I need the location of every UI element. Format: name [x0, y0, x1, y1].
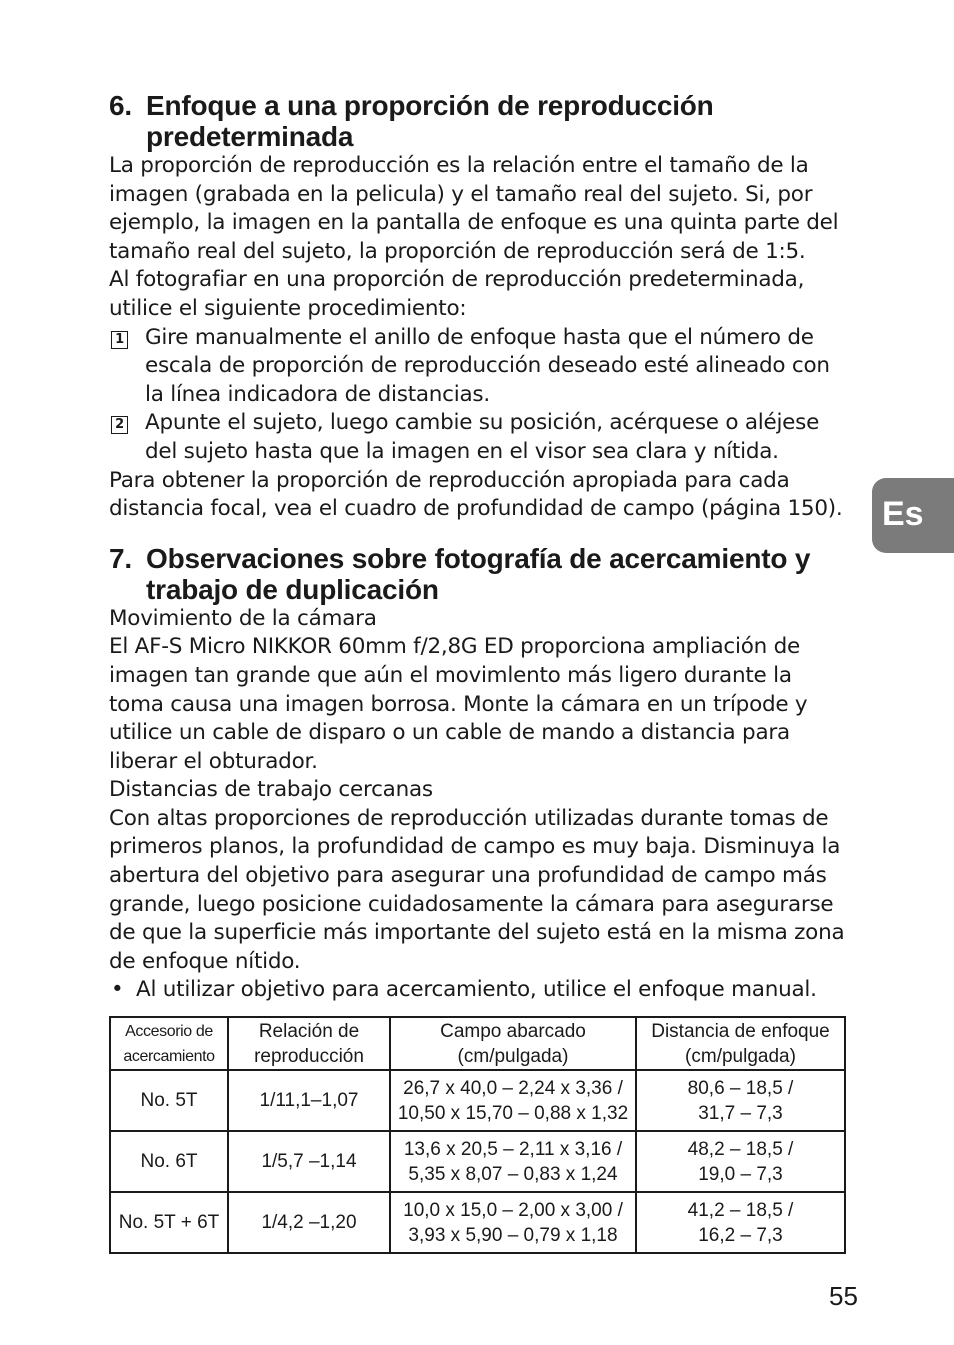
- page-number: 55: [829, 1281, 858, 1311]
- table-row: [110, 1070, 845, 1131]
- table-cell: 1/5,7 –1,14: [228, 1131, 390, 1192]
- step-list: [109, 324, 849, 467]
- table-cell: No. 5T: [110, 1070, 228, 1131]
- section-7-number: 7.: [109, 542, 132, 574]
- section-7-title: Observaciones sobre fotografía de acercamiento y trabajo de duplicación: [146, 542, 811, 605]
- step-number-box: 2: [111, 416, 128, 434]
- bullet-icon: •: [111, 977, 124, 1003]
- table-header-row: [110, 1017, 845, 1070]
- table-cell: No. 6T: [110, 1131, 228, 1192]
- section-6-lead: Al fotografiar en una proporción de reproducción predeterminada, utilice el siguiente procedimiento:: [109, 267, 805, 321]
- table-header-cell: Relación de reproducción: [228, 1017, 390, 1070]
- step-text: Gire manualmente el anillo de enfoque hasta que el número de escala de proporción de reproducción deseado esté alineado con la línea indicadora de distancias.: [145, 324, 830, 407]
- section-6-intro: La proporción de reproducción es la relación entre el tamaño de la imagen (grabada en la pelicula) y el tamaño real del sujeto. Si, por ejemplo, la imagen en la pantalla de enfoque es una quinta parte del tamaño real del sujeto, la proporción de reproducción será de 1:5.: [109, 153, 839, 264]
- table-cell: 80,6 – 18,5 / 31,7 – 7,3: [636, 1070, 845, 1131]
- camera-movement-text: El AF-S Micro NIKKOR 60mm f/2,8G ED proporciona ampliación de imagen tan grande que aún el movimlento más ligero durante la toma causa una imagen borrosa. Monte la cámara en un trípode y utilice un cable de disparo o un cable de mando a distancia para liberar el obturador.: [109, 634, 808, 774]
- subheading-camera-movement: Movimiento de la cámara: [109, 605, 377, 631]
- table-cell: 1/4,2 –1,20: [228, 1192, 390, 1253]
- table-cell: 41,2 – 18,5 / 16,2 – 7,3: [636, 1192, 845, 1253]
- section-6-heading: [109, 90, 849, 152]
- table-header-cell: Distancia de enfoque (cm/pulgada): [636, 1017, 845, 1070]
- language-tab-label: Es: [882, 495, 924, 533]
- table-cell: 48,2 – 18,5 / 19,0 – 7,3: [636, 1131, 845, 1192]
- bullet-text: Al utilizar objetivo para acercamiento, utilice el enfoque manual.: [136, 977, 817, 1003]
- step-number-box: 1: [111, 331, 128, 349]
- section-6-note: Para obtener la proporción de reproducción apropiada para cada distancia focal, vea el cuadro de profundidad de campo (página 150).: [109, 467, 843, 522]
- table-cell: No. 5T + 6T: [110, 1192, 228, 1253]
- table-header-cell: Accesorio de acercamiento: [110, 1017, 228, 1070]
- page-content: [109, 90, 849, 1005]
- language-tab: [872, 478, 954, 553]
- table-cell: 1/11,1–1,07: [228, 1070, 390, 1131]
- step-item: [109, 324, 849, 410]
- working-distance-text: Con altas proporciones de reproducción utilizadas durante tomas de primeros planos, la profundidad de campo es muy baja. Disminuya la abertura del objetivo para asegurar una profundidad de campo más grande, luego posicione cuidadosamente la cámara para asegurarse de que la superficie más importante del sujeto está en la misma zona de enfoque nítido.: [109, 805, 845, 974]
- bullet-item: [109, 976, 849, 1005]
- section-6-title: Enfoque a una proporción de reproducción predeterminada: [146, 90, 714, 152]
- step-item: [109, 409, 849, 466]
- section-7-heading: [109, 543, 849, 605]
- table-row: [110, 1131, 845, 1192]
- table-cell: 10,0 x 15,0 – 2,00 x 3,00 / 3,93 x 5,90 – 0,79 x 1,18: [390, 1192, 636, 1253]
- close-up-accessory-table: [109, 1016, 846, 1254]
- section-6-number: 6.: [109, 90, 132, 121]
- table-cell: 26,7 x 40,0 – 2,24 x 3,36 / 10,50 x 15,70 – 0,88 x 1,32: [390, 1070, 636, 1131]
- subheading-working-distance: Distancias de trabajo cercanas: [109, 777, 433, 803]
- step-text: Apunte el sujeto, luego cambie su posición, acérquese o aléjese del sujeto hasta que la imagen en el visor sea clara y nítida.: [145, 410, 820, 464]
- table-cell: 13,6 x 20,5 – 2,11 x 3,16 / 5,35 x 8,07 – 0,83 x 1,24: [390, 1131, 636, 1192]
- table-row: [110, 1192, 845, 1253]
- table-header-cell: Campo abarcado (cm/pulgada): [390, 1017, 636, 1070]
